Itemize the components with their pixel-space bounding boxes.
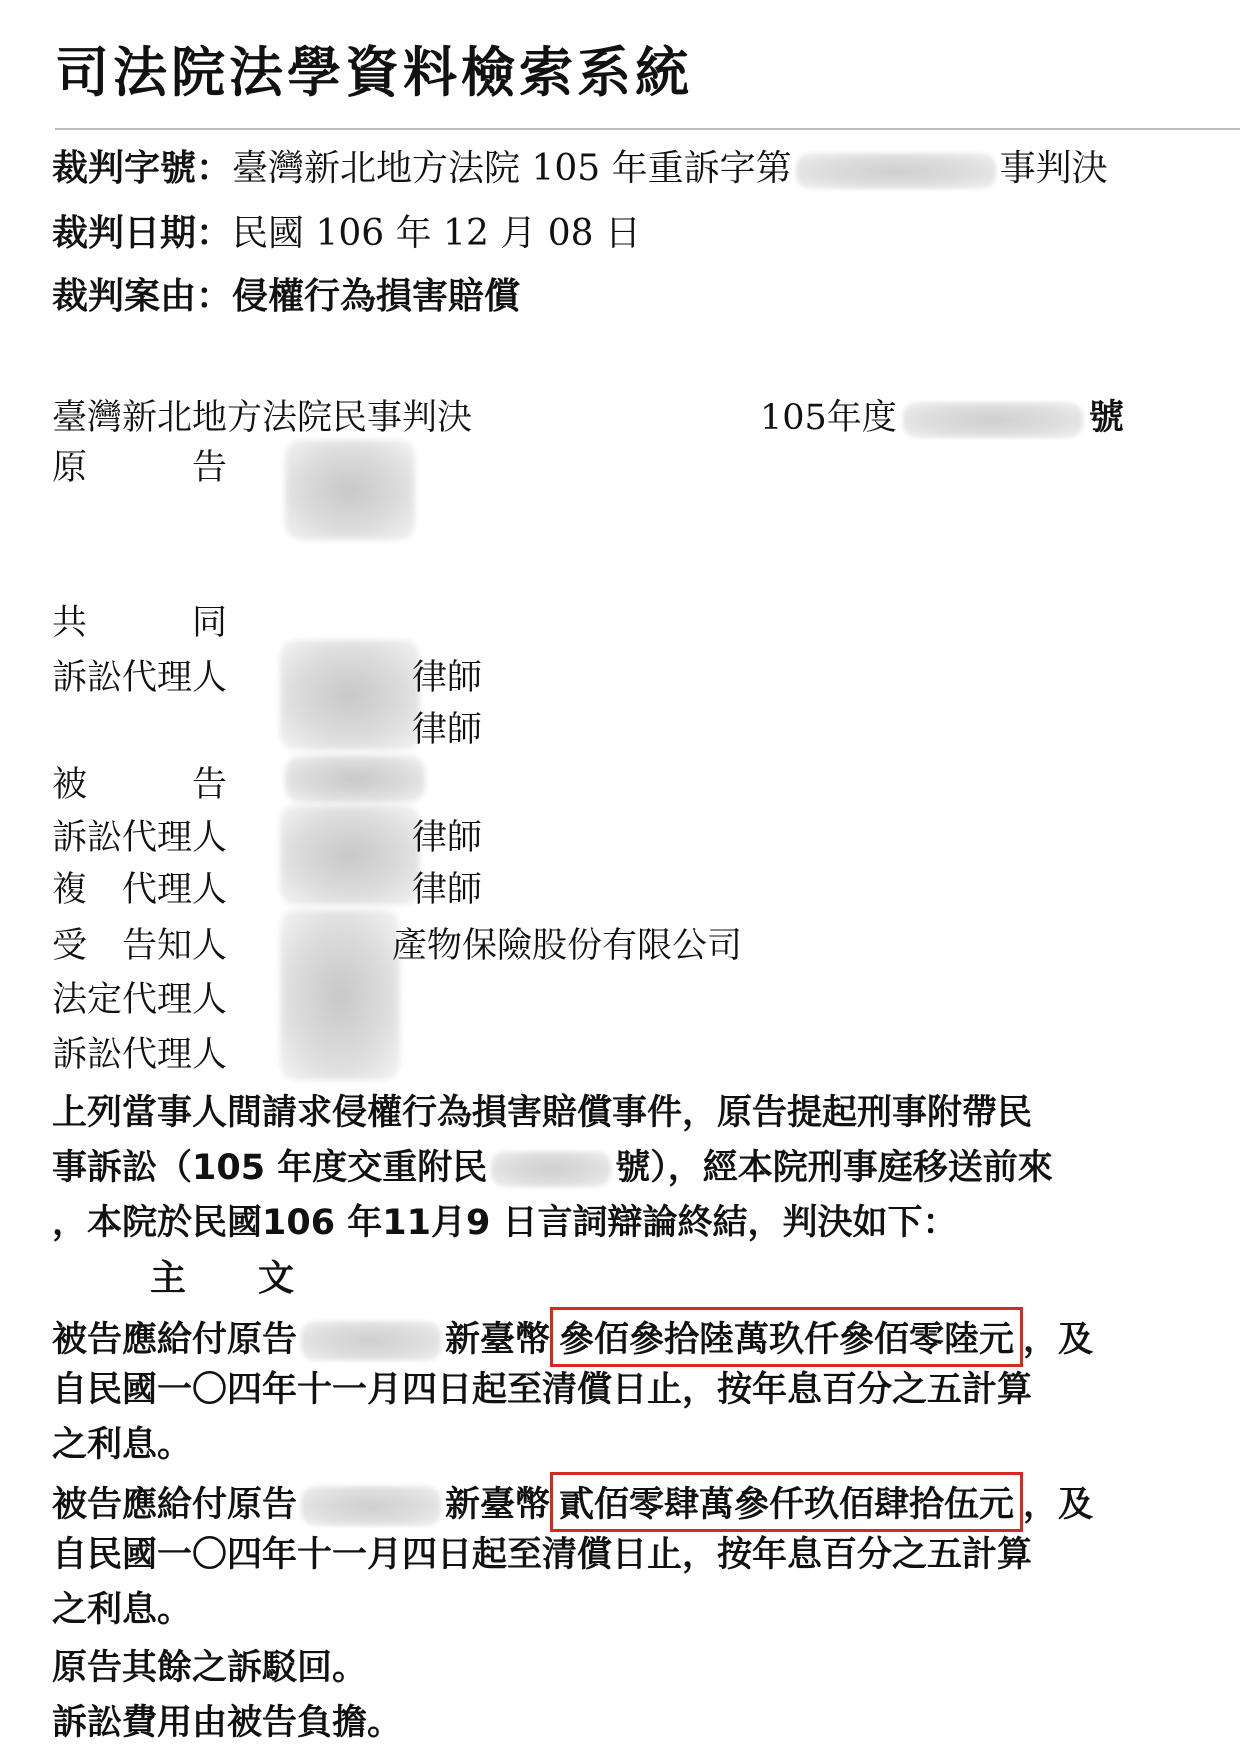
party-label-defendant: 被 告 bbox=[52, 765, 228, 805]
case-number-suffix: 事判決 bbox=[999, 148, 1108, 189]
award-2-prefix: 被告應給付原告 bbox=[52, 1485, 298, 1525]
dismissal-text: 原告其餘之訴駁回。 bbox=[52, 1648, 368, 1688]
header-divider bbox=[55, 128, 1240, 130]
redacted-block bbox=[285, 440, 415, 540]
party-label-legal-rep: 法定代理人 bbox=[52, 980, 228, 1020]
party-label-attorney: 訴訟代理人 bbox=[52, 658, 228, 698]
case-cause-label: 裁判案由： bbox=[52, 276, 233, 317]
intro-line-2 bbox=[52, 1140, 1053, 1190]
judgment-date-label: 裁判日期： bbox=[52, 213, 233, 254]
party-label-sub-attorney: 複 代理人 bbox=[52, 870, 228, 910]
award-1-currency: 新臺幣 bbox=[445, 1320, 551, 1360]
party-suffix-lawyer: 律師 bbox=[412, 658, 483, 698]
redacted-block bbox=[280, 805, 420, 905]
redacted-block bbox=[301, 1321, 441, 1361]
redacted-block bbox=[903, 402, 1083, 438]
case-number-row bbox=[52, 140, 1108, 191]
page-title: 司法院法學資料檢索系統 bbox=[55, 41, 693, 104]
redacted-block bbox=[491, 1151, 611, 1187]
award-1-line-1 bbox=[52, 1307, 1093, 1367]
year-reference-text: 105年度 bbox=[760, 398, 897, 438]
party-suffix-lawyer: 律師 bbox=[412, 870, 483, 910]
award-1-prefix: 被告應給付原告 bbox=[52, 1320, 298, 1360]
year-reference bbox=[760, 390, 1124, 440]
award-2-amount-highlight: 貳佰零肆萬參仟玖佰肆拾伍元 bbox=[550, 1472, 1023, 1532]
costs-text: 訴訟費用由被告負擔。 bbox=[52, 1703, 403, 1743]
party-suffix-lawyer: 律師 bbox=[412, 818, 483, 858]
award-1-line-3: 之利息。 bbox=[52, 1425, 193, 1465]
award-2-line-2: 自民國一〇四年十一月四日起至清償日止，按年息百分之五計算 bbox=[52, 1535, 1033, 1575]
redacted-block bbox=[301, 1486, 441, 1526]
award-2-tail: ，及 bbox=[1023, 1485, 1094, 1525]
award-2-currency: 新臺幣 bbox=[445, 1485, 551, 1525]
main-text-heading: 主 文 bbox=[150, 1257, 313, 1299]
party-label-attorney: 訴訟代理人 bbox=[52, 1035, 228, 1075]
case-number-value: 臺灣新北地方法院 105 年重訴字第 bbox=[232, 148, 792, 189]
year-reference-suffix: 號 bbox=[1088, 397, 1124, 438]
redacted-block bbox=[280, 910, 400, 1080]
case-number-label: 裁判字號： bbox=[52, 148, 233, 189]
insurer-name: 產物保險股份有限公司 bbox=[392, 926, 743, 966]
party-label-attorney: 訴訟代理人 bbox=[52, 818, 228, 858]
judgment-date-row bbox=[52, 205, 641, 256]
intro-line-2-start: 事訴訟（105 年度交重附民 bbox=[52, 1148, 488, 1188]
award-1-tail: ，及 bbox=[1023, 1320, 1094, 1360]
redacted-block bbox=[280, 640, 420, 750]
award-1-line-2: 自民國一〇四年十一月四日起至清償日止，按年息百分之五計算 bbox=[52, 1370, 1033, 1410]
party-label-plaintiff: 原 告 bbox=[52, 448, 228, 488]
case-cause-value: 侵權行為損害賠償 bbox=[232, 276, 521, 317]
party-label-joint: 共 同 bbox=[52, 603, 228, 643]
judgment-date-value: 民國 106 年 12 月 08 日 bbox=[232, 213, 642, 254]
intro-line-2-end: 號），經本院刑事庭移送前來 bbox=[615, 1148, 1053, 1188]
intro-line-3: ，本院於民國106 年11月9 日言詞辯論終結，判決如下： bbox=[52, 1203, 958, 1243]
intro-line-1: 上列當事人間請求侵權行為損害賠償事件，原告提起刑事附帶民 bbox=[52, 1093, 1033, 1133]
award-1-amount-highlight: 參佰參拾陸萬玖仟參佰零陸元 bbox=[550, 1307, 1023, 1367]
award-2-line-1 bbox=[52, 1472, 1093, 1532]
award-2-line-3: 之利息。 bbox=[52, 1590, 193, 1630]
court-heading: 臺灣新北地方法院民事判決 bbox=[52, 398, 473, 438]
party-label-notified: 受 告知人 bbox=[52, 926, 228, 966]
redacted-block bbox=[796, 153, 996, 189]
party-suffix-lawyer: 律師 bbox=[412, 710, 483, 750]
case-cause-row bbox=[52, 268, 520, 319]
redacted-block bbox=[285, 755, 425, 803]
